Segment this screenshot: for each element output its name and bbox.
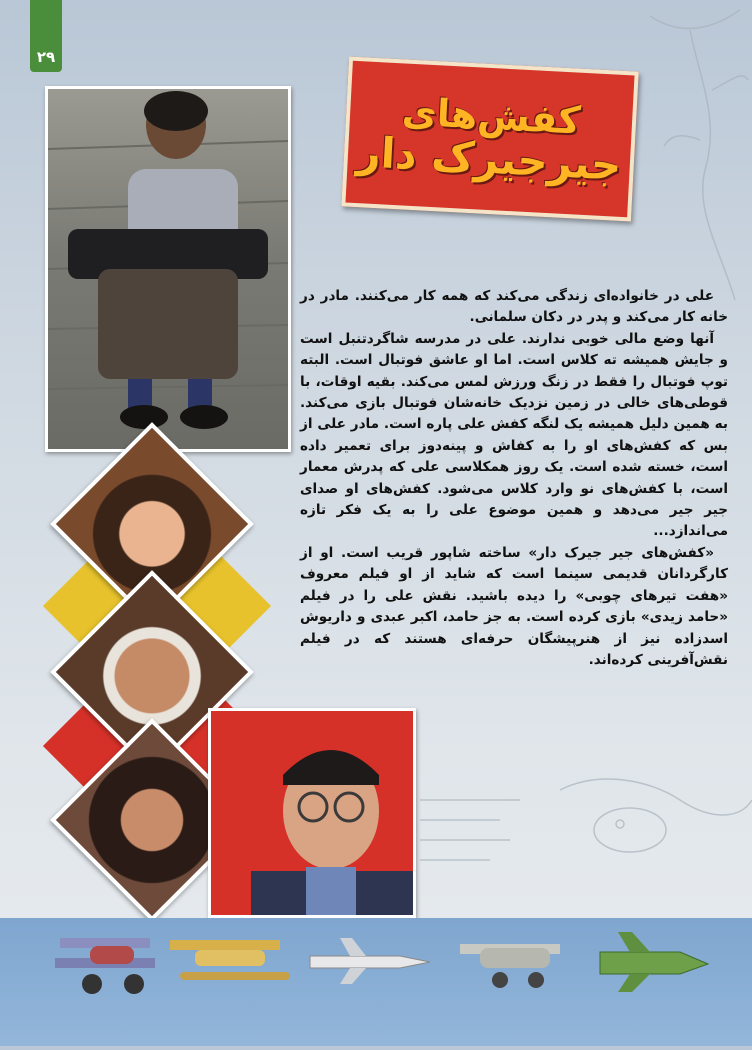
article-paragraph: آنها وضع مالی خوبی ندارند. علی در مدرسه شاگردتنبل است و جایش همیشه ته کلاس است. اما او عاشق فوتبال است. البته توپ فوتبال را فقط در زنگ ورزش لمس می‌کند. بقیه اوقات، با قوطی‌های خالی در زمین نزدیک خانه‌شان فوتبال بازی می‌کند. به همین دلیل همیشه یک لنگه کفش علی پاره است. مادر علی از بس که کفش‌های او را به کفاش و پینه‌دوز برای تعمیر داده است، خسته شده است. یک روز همکلاسی علی که پدرش معمار است، با کفش‌های نو وارد کلاس می‌شود. کفش‌های او صدای جیر جیر می‌دهد و همین موضوع علی را به یک فکر تازه می‌اندازد... [300, 330, 728, 540]
article-paragraph: علی در خانواده‌ای زندگی می‌کند که همه کار می‌کنند. مادر در خانه کار می‌کند و پدر در دکان سلمانی. [300, 288, 728, 326]
page-number-tab [30, 0, 62, 72]
green-jet-icon [600, 932, 708, 992]
planes-strip [0, 918, 752, 1046]
page-number: ۲۹ [36, 48, 56, 66]
boy-photo-illustration [48, 89, 288, 449]
article-paragraph: «کفش‌های جیر جیرک دار» ساخته شاپور قریب است. او از کارگردانان قدیمی سینما است که شاید از او فیلم معروف «هفت تیرهای چوبی» را دیده باشید. نقش علی را در فیلم «حامد زیدی» بازی کرده است. به جز حامد، اکبر عبدی و داریوش اسدزاده نیز از هنرپیشگان حرفه‌ای هستند که در فیلم نقش‌آفرینی کرده‌اند. [300, 544, 728, 668]
photo-man-with-glasses [208, 708, 416, 918]
title-line-2: جیرجیرک دار [355, 126, 623, 190]
propeller-plane-icon [460, 944, 560, 988]
title-line-1: کفش‌های [400, 89, 582, 143]
article-body [300, 286, 728, 671]
biplane-icon [55, 938, 155, 994]
photo-boy-on-steps [45, 86, 291, 452]
planes-illustration [0, 918, 752, 1046]
seaplane-icon [170, 940, 290, 980]
title-card [341, 57, 638, 222]
jet-icon [310, 938, 430, 984]
man-photo-illustration [211, 711, 413, 915]
